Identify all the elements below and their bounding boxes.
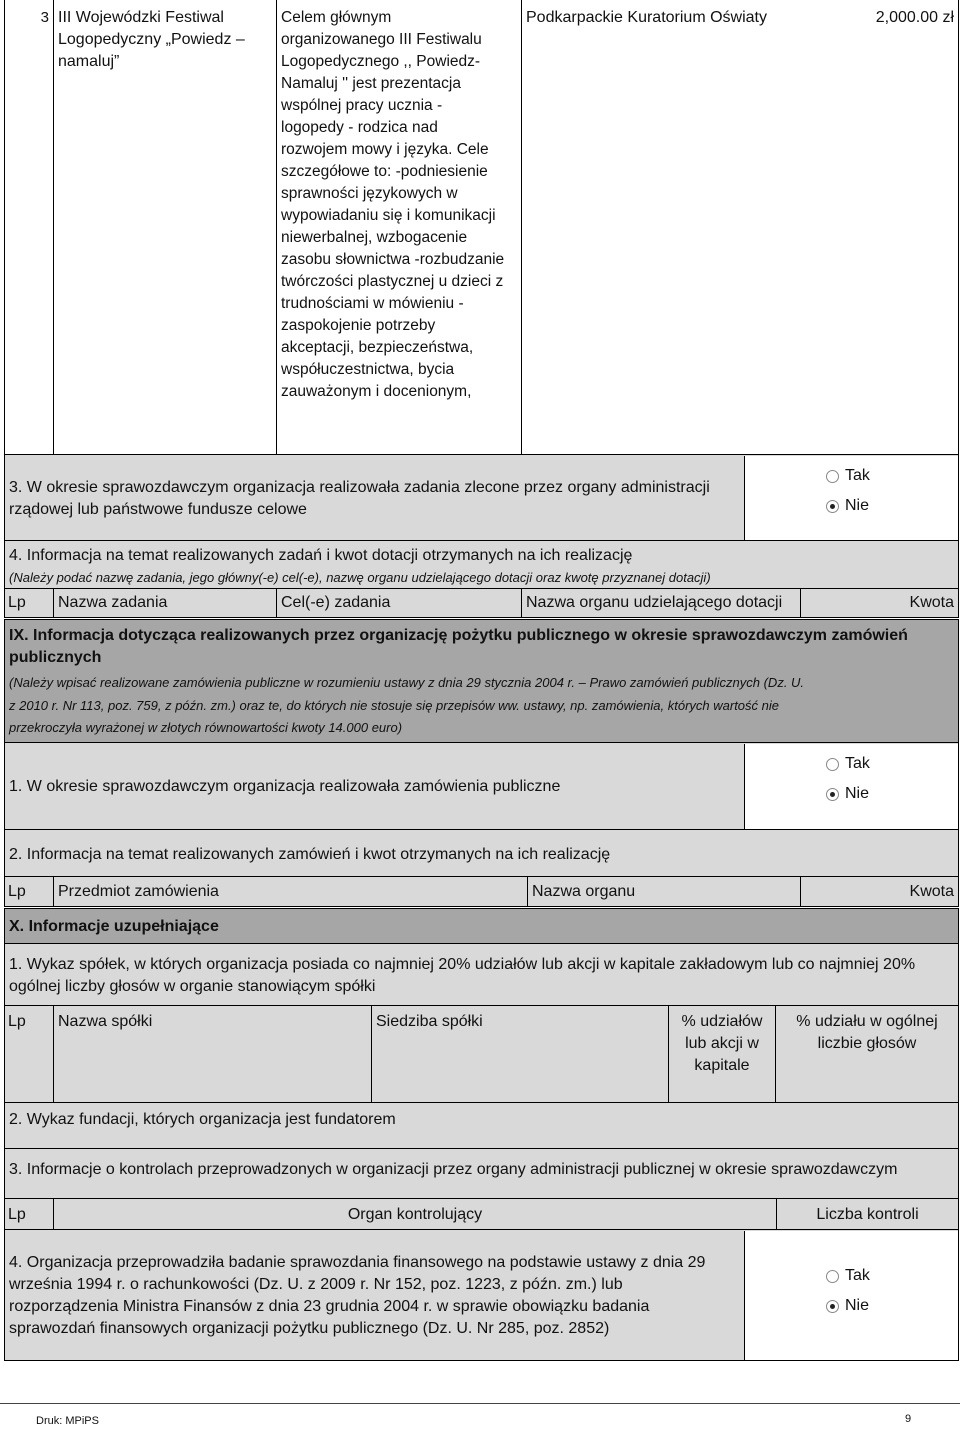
radio-nie-label: Nie	[845, 1297, 870, 1314]
section-10-q4-text: 4. Organizacja przeprowadziła badanie sprawozdania finansowego na podstawie ustawy z dnia 29 września 1994 r. o rachunkowości (Dz. U. z 2009 r. Nr 152, poz. 1223, z późn. zm.) lub rozporządzenia Ministra Finansów z dnia 23 grudnia 2004 r. w sprawie obowiązku badania sprawozdań finansowych organizacji pożytku publicznego (Dz. U. Nr 285, poz. 2852)	[9, 1254, 706, 1337]
radio-nie-selected[interactable]	[826, 1300, 839, 1313]
radio-nie-label: Nie	[845, 497, 870, 514]
section-9-q2-text: 2. Informacja na temat realizowanych zamówień i kwot otrzymanych na ich realizację	[9, 846, 611, 863]
section-9-note-2: z 2010 r. Nr 113, poz. 759, z późn. zm.) oraz te, do których nie stosuje się przepisów ww. ustawy, np. zamówienia, których wartość nie	[9, 698, 779, 713]
section-10-q1-text: 1. Wykaz spółek, w których organizacja posiada co najmniej 20% udziałów lub akcji w kapitale zakładowym lub co najmniej 20% ogólnej liczby głosów w organie stanowiącym spółki	[9, 956, 916, 995]
radio-nie-label: Nie	[845, 785, 870, 802]
footer-print-label: Druk: MPiPS	[36, 1415, 99, 1427]
col-company-seat: Siedziba spółki	[376, 1013, 483, 1030]
radio-tak[interactable]	[826, 470, 839, 483]
section-10-q3-text: 3. Informacje o kontrolach przeprowadzonych w organizacji przez organy administracji publicznej w okresie sprawozdawczym	[9, 1161, 898, 1178]
section-9-q1-radio-group[interactable]	[826, 749, 870, 809]
task-organ: Podkarpackie Kuratorium Oświaty	[526, 9, 767, 26]
task-goal: Celem głównym organizowanego III Festiwalu Logopedycznego ,, Powiedz-Namaluj '' jest prezentacja wspólnej pracy ucznia - logopedy - rodzica nad rozwojem mowy i języka. Cele szczegółowe to: -podniesienie sprawności językowych w wypowiadaniu się i komunikacji niewerbalnej, wzbogacenie zasobu słownictwa -rozbudzanie twórczości plastycznej u dzieci z trudnościami w mówieniu -zaspokojenie potrzeby akceptacji, bezpieczeństwa, współuczestnictwa, bycia zauważonym i docenionym,	[281, 9, 505, 400]
col-lp: Lp	[8, 883, 26, 900]
col-organ: Nazwa organu	[532, 883, 636, 900]
section-9-note-1: (Należy wpisać realizowane zamówienia publiczne w rozumieniu ustawy z dnia 29 stycznia 2004 r. ‒ Prawo zamówień publicznych (Dz. U.	[9, 675, 805, 690]
question-4-text: 4. Informacja na temat realizowanych zadań i kwot dotacji otrzymanych na ich realizację	[9, 547, 633, 564]
radio-tak[interactable]	[826, 1270, 839, 1283]
section-10-q2-text: 2. Wykaz fundacji, których organizacja jest fundatorem	[9, 1111, 396, 1128]
section-9-note-3: przekroczyła wyrażonej w złotych równowartości kwoty 14.000 euro)	[9, 720, 403, 735]
question-3-text: 3. W okresie sprawozdawczym organizacja realizowała zadania zlecone przez organy administracji rządowej lub państwowe fundusze celowe	[9, 479, 710, 518]
footer-rule	[0, 1403, 960, 1404]
radio-tak-label: Tak	[845, 755, 870, 772]
task-amount: 2,000.00 zł	[875, 9, 954, 26]
col-votes-percent: % udziału w ogólnej liczbie głosów	[796, 1013, 938, 1052]
col-organ: Nazwa organu udzielającego dotacji	[526, 594, 783, 611]
col-amount: Kwota	[909, 883, 954, 900]
section-9-title: IX. Informacja dotycząca realizowanych przez organizację pożytku publicznego w okresie sprawozdawczym zamówień publicznych	[9, 627, 908, 666]
col-task-name: Nazwa zadania	[58, 594, 168, 611]
radio-tak-label: Tak	[845, 1267, 870, 1284]
radio-tak[interactable]	[826, 758, 839, 771]
col-control-count: Liczba kontroli	[816, 1206, 919, 1223]
col-controlling-organ: Organ kontrolujący	[347, 1206, 483, 1223]
radio-tak-label: Tak	[845, 467, 870, 484]
col-company-name: Nazwa spółki	[58, 1013, 153, 1030]
radio-nie-selected[interactable]	[826, 500, 839, 513]
col-amount: Kwota	[909, 594, 954, 611]
question-4-note: (Należy podać nazwę zadania, jego główny(-e) cel(-e), nazwę organu udzielającego dotacji oraz kwotę przyznanej dotacji)	[9, 570, 711, 585]
footer-page-number: 9	[905, 1413, 912, 1425]
section-10-title: X. Informacje uzupełniające	[9, 918, 219, 935]
col-lp: Lp	[8, 1013, 26, 1030]
task-name: III Wojewódzki Festiwal Logopedyczny „Powiedz – namaluj”	[58, 9, 245, 70]
col-task-goal: Cel(-e) zadania	[281, 594, 391, 611]
col-lp: Lp	[8, 1206, 26, 1223]
col-shares-percent: % udziałów lub akcji w kapitale	[681, 1013, 763, 1074]
col-lp: Lp	[8, 594, 26, 611]
section-9-q1-text: 1. W okresie sprawozdawczym organizacja realizowała zamówienia publiczne	[9, 778, 561, 795]
radio-nie-selected[interactable]	[826, 788, 839, 801]
col-subject: Przedmiot zamówienia	[58, 883, 219, 900]
task-lp: 3	[40, 9, 49, 26]
question-3-radio-group[interactable]	[826, 461, 870, 521]
section-10-q4-radio-group[interactable]	[826, 1261, 870, 1321]
